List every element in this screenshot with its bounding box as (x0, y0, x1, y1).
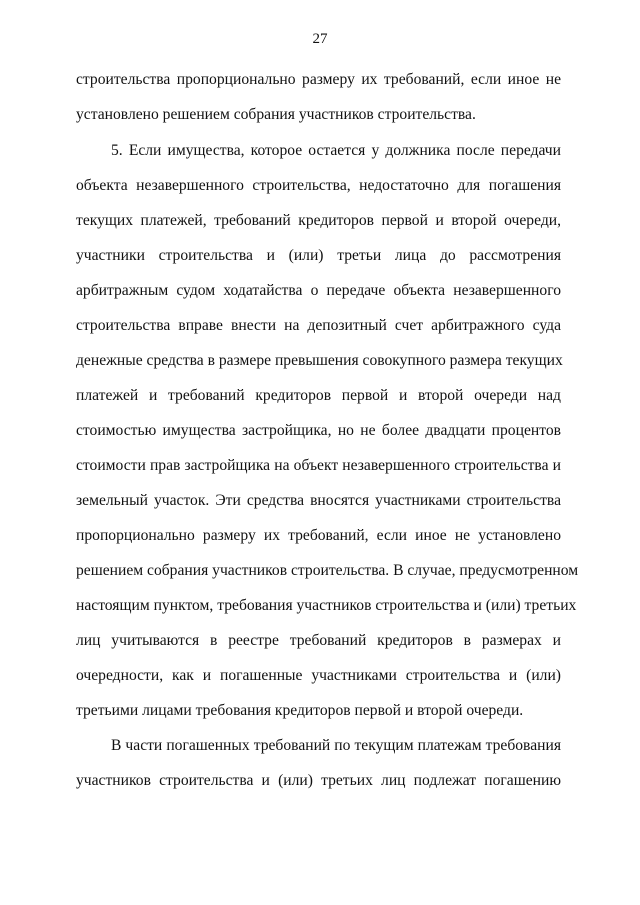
paragraph-line: В части погашенных требований по текущим платежам требования (111, 737, 561, 754)
paragraph-line: пропорционально размеру их требований, если иное не установлено (76, 527, 561, 544)
paragraph-line: объекта незавершенного строительства, недостаточно для погашения (76, 177, 561, 194)
paragraph-line: стоимости прав застройщика на объект незавершенного строительства и (76, 457, 561, 474)
paragraph-line: текущих платежей, требований кредиторов первой и второй очереди, (76, 212, 561, 229)
paragraph-line: земельный участок. Эти средства вносятся участниками строительства (76, 492, 561, 509)
page-number: 27 (312, 31, 328, 47)
paragraph-line: 5. Если имущества, которое остается у должника после передачи (111, 142, 561, 159)
paragraph-line: решением собрания участников строительства. В случае, предусмотренном (76, 562, 579, 579)
paragraph-line: строительства пропорционально размеру их требований, если иное не (76, 71, 561, 88)
paragraph-line: строительства вправе внести на депозитный счет арбитражного суда (76, 317, 561, 334)
paragraph-line: платежей и требований кредиторов первой и второй очереди над (76, 387, 561, 404)
paragraph-line: настоящим пунктом, требования участников строительства и (или) третьих (76, 597, 577, 614)
paragraph-line: установлено решением собрания участников строительства. (76, 106, 476, 123)
paragraph-line: участники строительства и (или) третьи лица до рассмотрения (76, 247, 561, 264)
paragraph-line: лиц учитываются в реестре требований кредиторов в размерах и (76, 632, 561, 649)
paragraph-line: участников строительства и (или) третьих лиц подлежат погашению (76, 772, 561, 789)
paragraph-line: стоимостью имущества застройщика, но не более двадцати процентов (76, 422, 561, 439)
paragraph-line: арбитражным судом ходатайства о передаче объекта незавершенного (76, 282, 561, 299)
paragraph-line: денежные средства в размере превышения совокупного размера текущих (76, 352, 563, 369)
paragraph-line: очередности, как и погашенные участниками строительства и (или) (76, 667, 561, 684)
paragraph-line: третьими лицами требования кредиторов первой и второй очереди. (76, 702, 524, 719)
